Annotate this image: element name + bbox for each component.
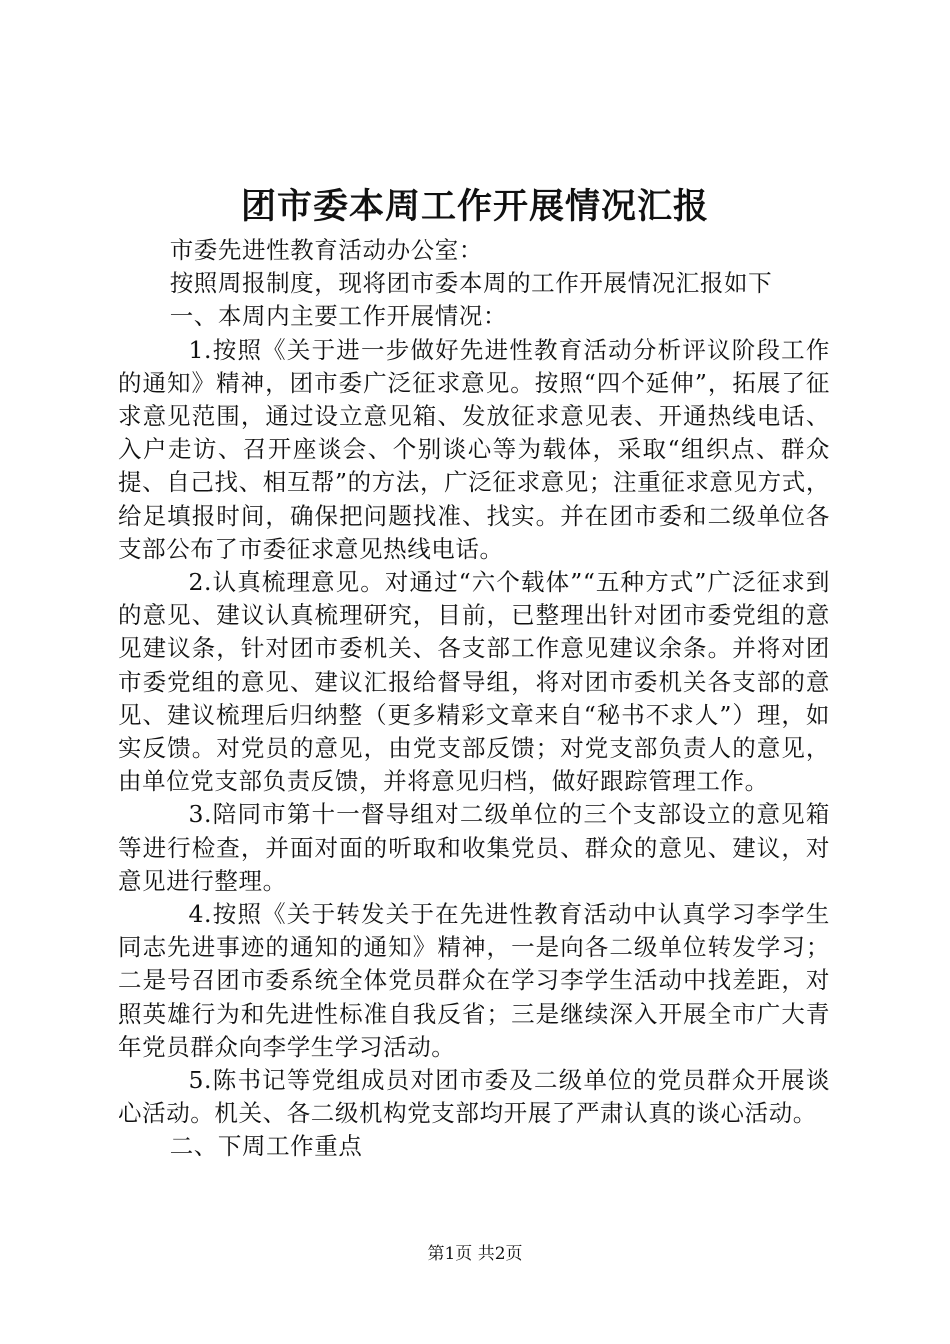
page-footer: 第1页 共2页: [427, 1244, 523, 1264]
document-body: [118, 234, 830, 1164]
paragraph-item-1: 1.按照《关于进一步做好先进性教育活动分析评议阶段工作的通知》精神，团市委广泛征求意见。按照“四个延伸”，拓展了征求意见范围，通过设立意见箱、发放征求意见表、开通热线电话、入户走访、召开座谈会、个别谈心等为载体，采取“组织点、群众提、自己找、相互帮”的方法，广泛征求意见；注重征求意见方式，给足填报时间，确保把问题找准、找实。并在团市委和二级单位各支部公布了市委征求意见热线电话。: [118, 335, 830, 563]
paragraph-item-3: 3.陪同市第十一督导组对二级单位的三个支部设立的意见箱等进行检查，并面对面的听取和收集党员、群众的意见、建议，对意见进行整理。: [118, 800, 830, 895]
paragraph-item-5: 5.陈书记等党组成员对团市委及二级单位的党员群众开展谈心活动。机关、各二级机构党支部均开展了严肃认真的谈心活动。: [118, 1066, 830, 1128]
paragraph-item-2: 2.认真梳理意见。对通过“六个载体”“五种方式”广泛征求到的意见、建议认真梳理研究，目前，已整理出针对团市委党组的意见建议条，针对团市委机关、各支部工作意见建议余条。并将对团市委党组的意见、建议汇报给督导组，将对团市委机关各支部的意见、建议梳理后归纳整（更多精彩文章来自“秘书不求人”）理，如实反馈。对党员的意见，由党支部反馈；对党支部负责人的意见，由单位党支部负责反馈，并将意见归档，做好跟踪管理工作。: [118, 568, 830, 796]
paragraph-item-4: 4.按照《关于转发关于在先进性教育活动中认真学习李学生同志先进事迹的通知的通知》精神，一是向各二级单位转发学习；二是号召团市委系统全体党员群众在学习李学生活动中找差距，对照英雄行为和先进性标准自我反省；三是继续深入开展全市广大青年党员群众向李学生学习活动。: [118, 900, 830, 1061]
section-heading-2: 二、下周工作重点: [169, 1132, 363, 1161]
paragraph-addressee: 市委先进性教育活动办公室：: [169, 236, 483, 264]
paragraph-intro: 按照周报制度，现将团市委本周的工作开展情况汇报如下: [169, 269, 773, 298]
section-heading-1: 一、本周内主要工作开展情况：: [169, 302, 508, 331]
document-title: 团市委本周工作开展情况汇报: [240, 186, 709, 227]
